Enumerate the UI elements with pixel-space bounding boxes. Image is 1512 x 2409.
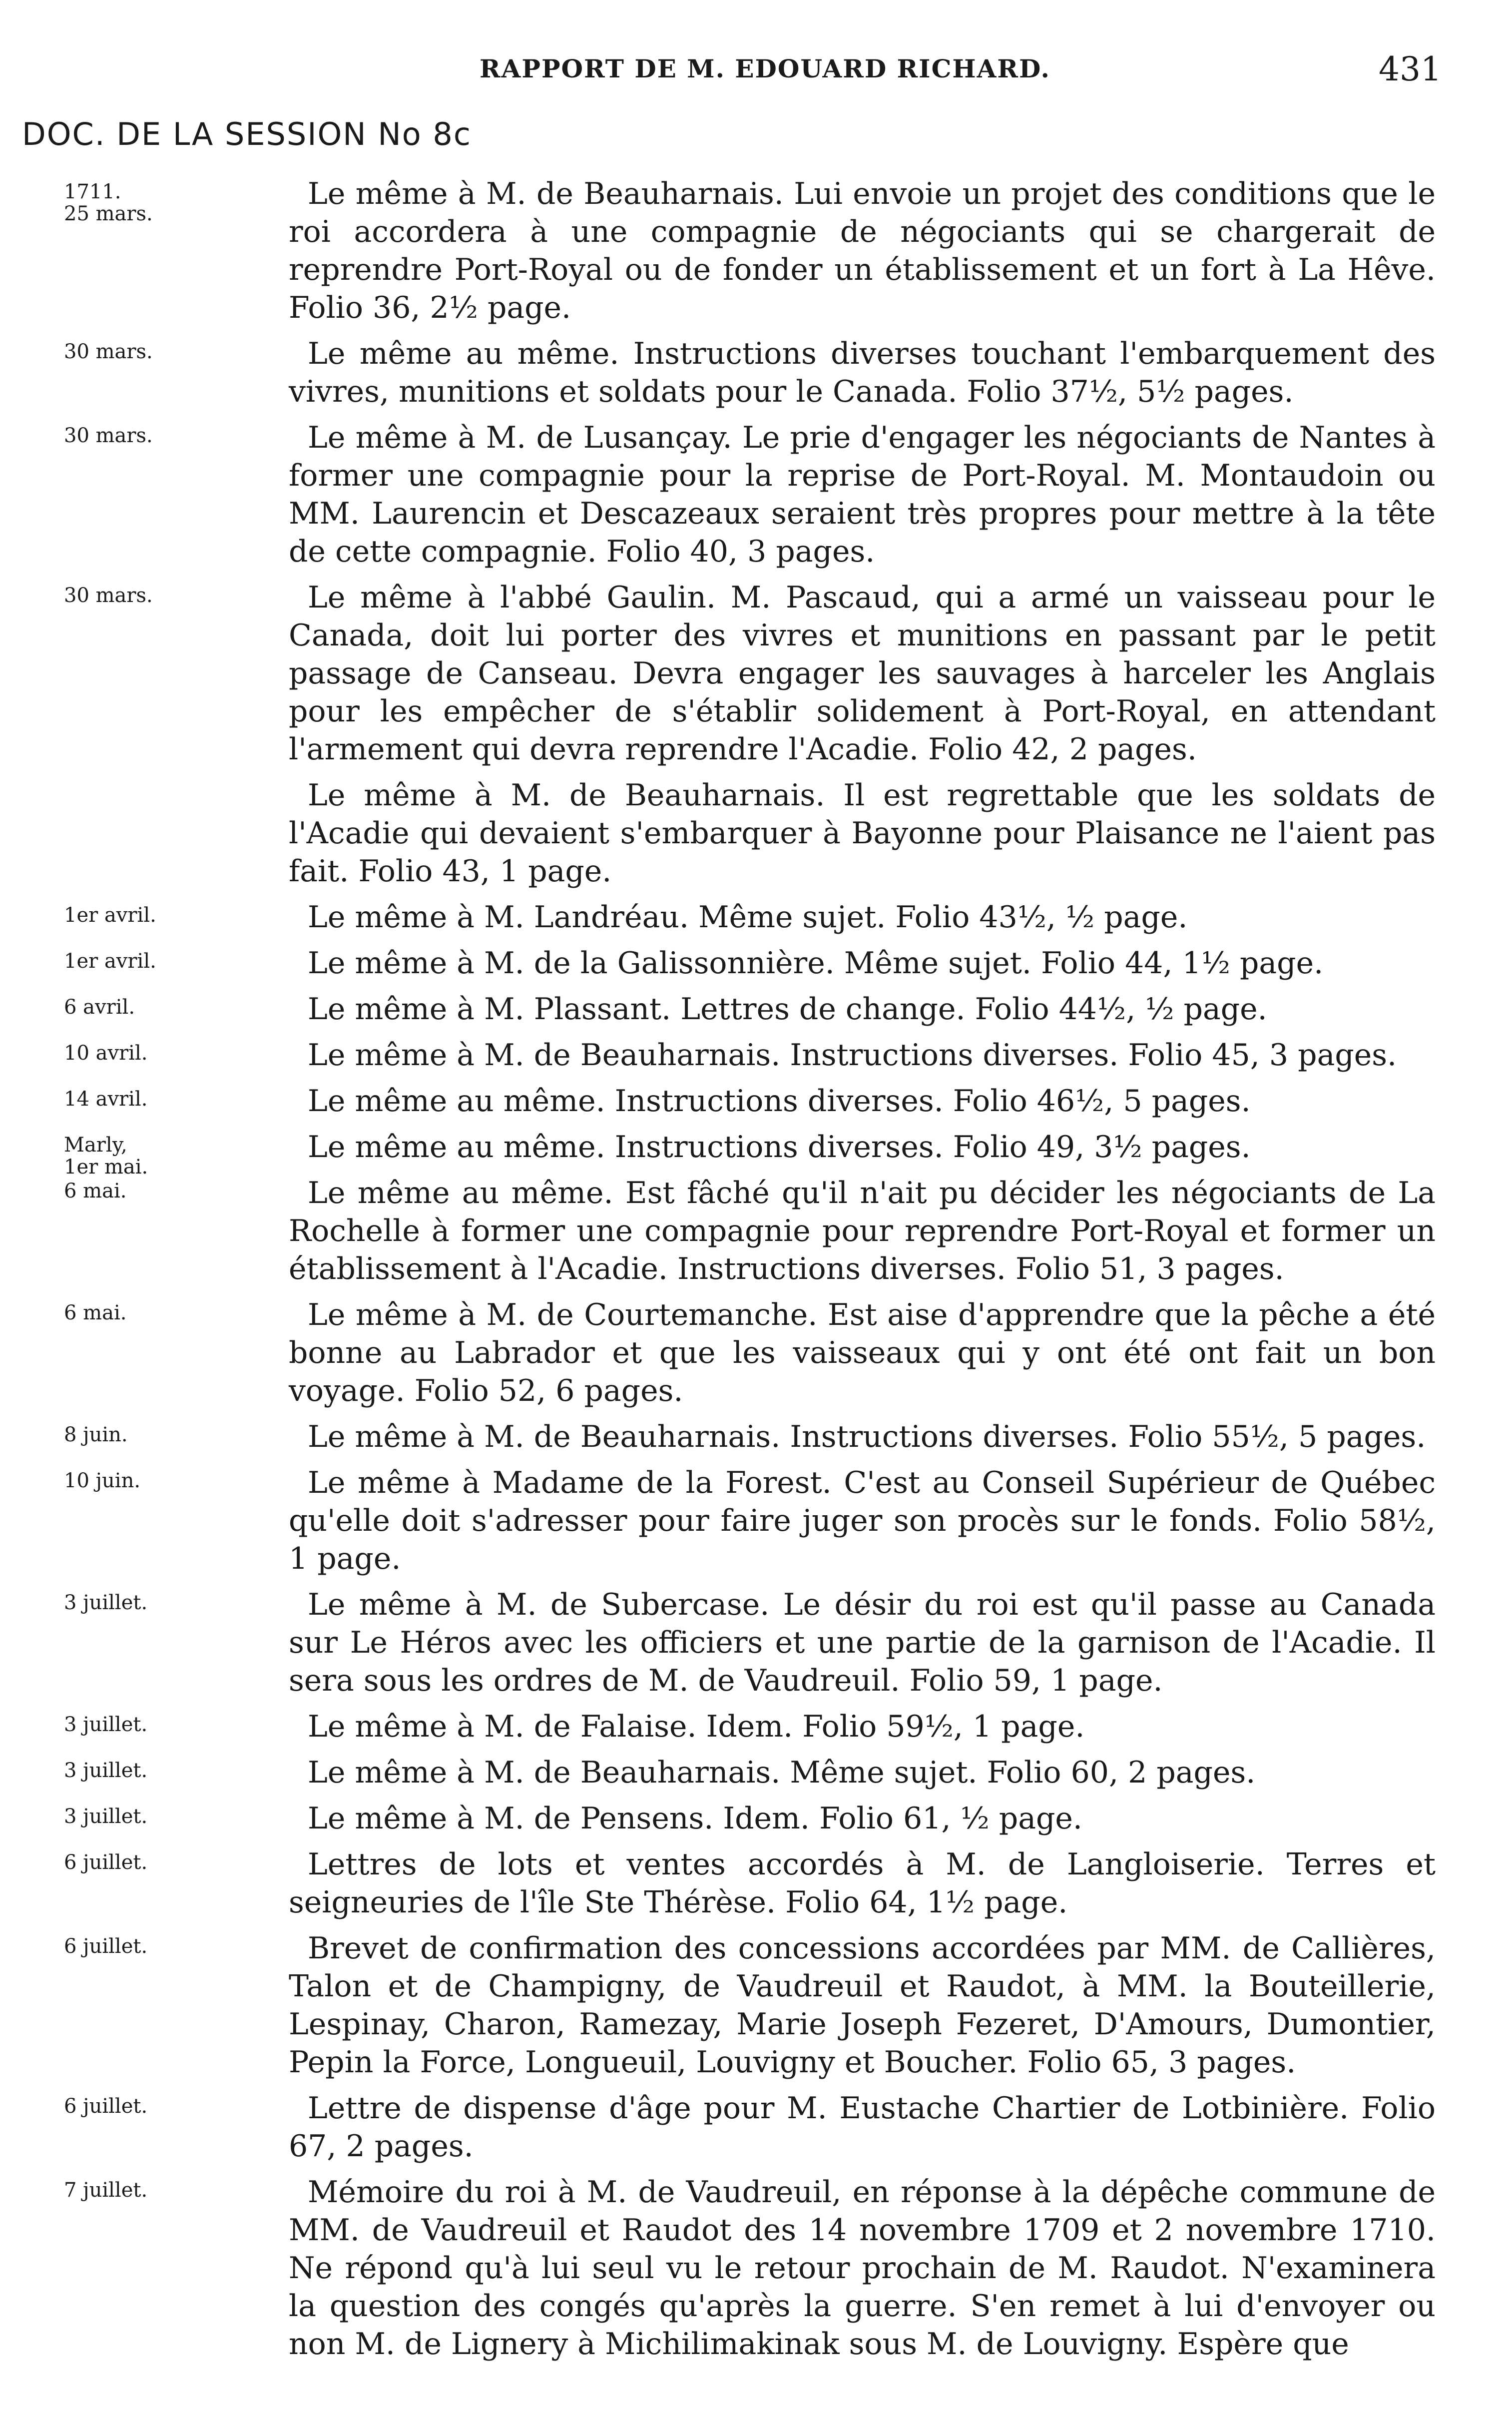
entry-date: 6 juillet. (64, 1851, 148, 1874)
entry (0, 2089, 1512, 2165)
entry (0, 1845, 1512, 1921)
entry-text: Le même à M. Landréau. Même sujet. Folio 43½, ½ page. (308, 900, 1188, 935)
entry-date: 8 juin. (64, 1423, 128, 1446)
entry-date: Marly, 1er mai. (64, 1134, 148, 1179)
entry-text: Le même à l'abbé Gaulin. M. Pascaud, qui a armé un vaisseau pour le Canada, doit lui porter des vivres et munitions en passant par le petit passage de Canseau. Devra engager les sauvages à harceler les Anglais pour les empêcher de s'établir solidement à Port-Royal, en attendant l'armement qui devra reprendre l'Acadie. Folio 42, 2 pages. (289, 580, 1436, 767)
entry-text: Le même à M. de Beauharnais. Lui envoie un projet des conditions que le roi accordera à une compagnie de négociants qui se chargerait de reprendre Port-Royal ou de fonder un établissement et un fort à La Hêve. Folio 36, 2½ page. (289, 176, 1436, 325)
entry (0, 1929, 1512, 2081)
entry-text: Le même à Madame de la Forest. C'est au Conseil Supérieur de Québec qu'elle doit s'adresser pour faire juger son procès sur le fonds. Folio 58½, 1 page. (289, 1465, 1436, 1576)
entry-text: Le même à M. de Lusançay. Le prie d'engager les négociants de Nantes à former une compagnie pour la reprise de Port-Royal. M. Montaudoin ou MM. Laurencin et Descazeaux seraient très propres pour mettre à la tête de cette compagnie. Folio 40, 3 pages. (289, 420, 1436, 569)
entry-date: 6 mai. (64, 1301, 127, 1324)
entry-date: 6 mai. (64, 1180, 127, 1203)
entry-date: 1er avril. (64, 950, 156, 973)
entry (0, 944, 1512, 982)
entry-text: Le même à M. de la Galissonnière. Même sujet. Folio 44, 1½ page. (308, 946, 1324, 981)
entry-date: 6 juillet. (64, 2095, 148, 2118)
entry (0, 1296, 1512, 1410)
entry-text: Le même à M. de Pensens. Idem. Folio 61, ½ page. (308, 1801, 1083, 1836)
entry (0, 1708, 1512, 1746)
entry (0, 1464, 1512, 1578)
entry (0, 1128, 1512, 1179)
entry-text: Le même à M. de Beauharnais. Même sujet. Folio 60, 2 pages. (308, 1755, 1256, 1790)
entry-date: 3 juillet. (64, 1591, 148, 1614)
entry-text: Le même au même. Est fâché qu'il n'ait pu décider les négociants de La Rochelle à former une compagnie pour reprendre Port-Royal et former un établissement à l'Acadie. Instructions diverses. Folio 51, 3 pages. (289, 1176, 1436, 1286)
entry-date: 7 juillet. (64, 2179, 148, 2202)
running-title: RAPPORT DE M. EDOUARD RICHARD. (480, 54, 1050, 83)
entry-date: 14 avril. (64, 1088, 148, 1111)
session-label: DOC. DE LA SESSION No 8c (22, 116, 472, 152)
entry (0, 1082, 1512, 1120)
entry (0, 1586, 1512, 1700)
entry-date: 3 juillet. (64, 1713, 148, 1736)
entry-date: 6 juillet. (64, 1935, 148, 1958)
entry-text: Le même au même. Instructions diverses touchant l'embarquement des vivres, munitions et soldats pour le Canada. Folio 37½, 5½ pages. (289, 336, 1436, 409)
entry-text: Le même à M. de Falaise. Idem. Folio 59½, 1 page. (308, 1709, 1085, 1744)
entry-text: Le même à M. de Subercase. Le désir du roi est qu'il passe au Canada sur Le Héros avec les officiers et une partie de la garnison de l'Acadie. Il sera sous les ordres de M. de Vaudreuil. Folio 59, 1 page. (289, 1587, 1436, 1698)
entry-text: Le même au même. Instructions diverses. Folio 46½, 5 pages. (308, 1084, 1251, 1119)
entry-text: Le même à M. de Courtemanche. Est aise d'apprendre que la pêche a été bonne au Labrador et que les vaisseaux qui y ont été ont fait un bon voyage. Folio 52, 6 pages. (289, 1297, 1436, 1408)
entry-date: 3 juillet. (64, 1759, 148, 1782)
entry-text: Le même au même. Instructions diverses. Folio 49, 3½ pages. (308, 1130, 1251, 1165)
entry (0, 990, 1512, 1028)
entry-text: Lettre de dispense d'âge pour M. Eustache Chartier de Lotbinière. Folio 67, 2 pages. (289, 2091, 1436, 2164)
entry (0, 2173, 1512, 2363)
entry-date: 30 mars. (64, 340, 153, 363)
entry (0, 1174, 1512, 1288)
entry-date: 30 mars. (64, 584, 153, 607)
entry-date: 3 juillet. (64, 1805, 148, 1828)
entry-text: Lettres de lots et ventes accordés à M. de Langloiserie. Terres et seigneuries de l'île Ste Thérèse. Folio 64, 1½ page. (289, 1847, 1436, 1920)
entry (0, 579, 1512, 768)
entry-text: Brevet de confirmation des concessions accordées par MM. de Callières, Talon et de Champigny, de Vaudreuil et Raudot, à MM. la Bouteillerie, Lespinay, Charon, Ramezay, Marie Joseph Fezeret, D'Amours, Dumontier, Pepin la Force, Longueuil, Louvigny et Boucher. Folio 65, 3 pages. (289, 1931, 1436, 2080)
entry-date: 10 juin. (64, 1469, 141, 1492)
entry (0, 419, 1512, 571)
entry-date: 10 avril. (64, 1042, 148, 1065)
entry (0, 776, 1512, 890)
entry-date: 30 mars. (64, 424, 153, 447)
entry-date: 1er avril. (64, 904, 156, 927)
page-number: 431 (1379, 50, 1442, 88)
entry-text: Le même à M. Plassant. Lettres de change. Folio 44½, ½ page. (308, 992, 1267, 1027)
entry-text: Le même à M. de Beauharnais. Instructions diverses. Folio 45, 3 pages. (308, 1038, 1397, 1073)
entry-list (0, 175, 1512, 2371)
entry-date: 6 avril. (64, 996, 135, 1019)
entry (0, 898, 1512, 936)
entry-date: 1711. 25 mars. (64, 180, 153, 225)
entry (0, 1036, 1512, 1074)
entry (0, 1800, 1512, 1837)
entry (0, 1418, 1512, 1456)
entry (0, 1754, 1512, 1792)
entry-text: Le même à M. de Beauharnais. Il est regrettable que les soldats de l'Acadie qui devaient s'embarquer à Bayonne pour Plaisance ne l'aient pas fait. Folio 43, 1 page. (289, 778, 1436, 889)
entry-text: Le même à M. de Beauharnais. Instructions diverses. Folio 55½, 5 pages. (308, 1419, 1426, 1454)
entry-text: Mémoire du roi à M. de Vaudreuil, en réponse à la dépêche commune de MM. de Vaudreuil et Raudot des 14 novembre 1709 et 2 novembre 1710. Ne répond qu'à lui seul vu le retour prochain de M. Raudot. N'examinera la question des congés qu'après la guerre. S'en remet à lui d'envoyer ou non M. de Lignery à Michilimakinak sous M. de Louvigny. Espère que (289, 2175, 1436, 2362)
entry (0, 175, 1512, 327)
entry (0, 335, 1512, 411)
